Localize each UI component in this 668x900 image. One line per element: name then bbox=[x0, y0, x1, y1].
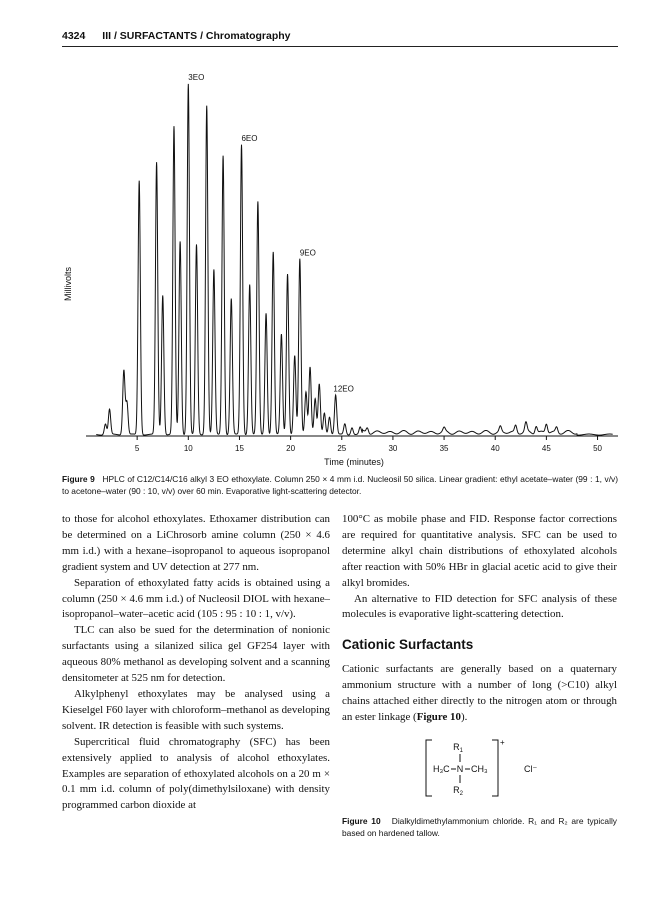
chloride-counterion: Cl⁻ bbox=[524, 764, 538, 774]
x-tick-label-30: 30 bbox=[388, 444, 398, 453]
x-tick-label-35: 35 bbox=[439, 444, 449, 453]
left-paragraph-2: Separation of ethoxylated fatty acids is obtained using a column (250 × 4.6 mm i.d.) of Nucleosil DIOL with hexane–isopropanol–water–acetic acid (105 : 95 : 10 : 1, v/v). bbox=[62, 576, 330, 621]
figure-9-caption-text: HPLC of C12/C14/C16 alkyl 3 EO ethoxylate. Column 250 × 4 mm i.d. Nucleosil 50 silica. Linear gradient: ethyl acetate–water (99 : 1, v/v) to acetone–water (90 : 10, v/v) over 60 min. Evaporative light-scattering detector. bbox=[62, 474, 619, 496]
annotation-3eo: 3EO bbox=[188, 73, 205, 83]
r1-group bbox=[453, 742, 464, 754]
methyl-right: CH₃ bbox=[471, 764, 488, 774]
section-heading-cationic-surfactants: Cationic Surfactants bbox=[342, 637, 474, 653]
annotation-9eo: 9EO bbox=[299, 248, 316, 258]
right-paragraph-3 bbox=[342, 662, 617, 726]
x-tick-label-15: 15 bbox=[235, 444, 244, 453]
r1-letter: R bbox=[453, 742, 460, 752]
para3-text-before: Cationic surfactants are generally based on a quaternary ammonium structure with a number of long (>C10) alkyl chains attached either directly to the nitrogen atom or through an ester linkage ( bbox=[342, 663, 617, 724]
figure-10-reference[interactable]: Figure 10 bbox=[416, 711, 461, 724]
right-column bbox=[342, 512, 617, 726]
running-title: III / SURFACTANTS / Chromatography bbox=[102, 30, 291, 42]
left-paragraph-3: TLC can also be sued for the determination of nonionic surfactants using a silanized silica gel GF254 layer with aqueous 80% methanol as developing solvent and a scanning densitometer at 525 nm for detection. bbox=[62, 624, 330, 685]
peak-annotations bbox=[188, 73, 354, 393]
left-paragraph-4: Alkylphenyl ethoxylates may be analysed using a Kieselgel F60 layer with chloroform–methanol as developing solvent. IR detection is feasible with such systems. bbox=[62, 687, 330, 732]
methyl-left: H₃C bbox=[433, 764, 450, 774]
header-rule bbox=[62, 46, 618, 47]
left-paragraph-5: Supercritical fluid chromatography (SFC) has been extensively applied to analysis of alcohol ethoxylates. Examples are separation of ethoxylated alcohols on a 20 m × 0.1 mm i.d. column of poly(dimethylsiloxane) with density programmed carbon dioxide at bbox=[62, 735, 330, 812]
right-paragraph-1: 100°C as mobile phase and FID. Response factor corrections are required for quantitative analysis. SFC can be used to determine alkyl chain distributions of ethoxylated alcohols after reaction with 50% HBr in glacial acetic acid to give their alkyl bromides. bbox=[342, 513, 617, 589]
r1-subscript: 1 bbox=[459, 748, 463, 754]
nitrogen: N bbox=[456, 764, 464, 774]
figure-10-label: Figure 10 bbox=[342, 816, 381, 826]
quaternary-ammonium-structure bbox=[420, 738, 610, 810]
x-tick-label-50: 50 bbox=[593, 444, 602, 453]
figure-10-caption-text: Dialkyldimethylammonium chloride. R₁ and R₂ are typically based on hardened tallow. bbox=[342, 816, 617, 838]
figure-9-label: Figure 9 bbox=[62, 474, 95, 484]
charge-plus: + bbox=[500, 738, 505, 747]
annotation-12eo: 12EO bbox=[333, 384, 354, 394]
y-axis-label: Millivolts bbox=[63, 266, 73, 302]
r2-letter: R bbox=[453, 785, 460, 795]
x-tick-label-10: 10 bbox=[183, 444, 193, 453]
right-bracket bbox=[492, 740, 498, 796]
x-axis-label: Time (minutes) bbox=[324, 457, 384, 467]
x-tick-label-25: 25 bbox=[337, 444, 347, 453]
left-bracket bbox=[426, 740, 432, 796]
chromatogram-trace bbox=[96, 84, 612, 435]
page-number: 4324 bbox=[62, 30, 86, 42]
hplc-chromatogram bbox=[40, 60, 620, 472]
r2-group bbox=[453, 785, 464, 797]
figure-10-caption bbox=[342, 815, 617, 839]
right-paragraph-2: An alternative to FID detection for SFC analysis of these molecules is evaporative light-scattering detection. bbox=[342, 592, 617, 621]
annotation-6eo: 6EO bbox=[241, 134, 258, 144]
running-header bbox=[62, 30, 291, 42]
x-tick-label-5: 5 bbox=[134, 444, 140, 453]
para3-text-after: ). bbox=[460, 711, 468, 724]
left-paragraph-1: to those for alcohol ethoxylates. Ethoxamer distribution can be determined on a LiChrosorb amine column (250 × 4.6 mm i.d.) with a hexane–isopropanol to aqueous isopropanol gradient system and UV detection at 277 nm. bbox=[62, 513, 330, 573]
r2-subscript: 2 bbox=[459, 791, 463, 797]
x-tick-label-40: 40 bbox=[490, 444, 500, 453]
x-tick-label-20: 20 bbox=[286, 444, 296, 453]
left-column bbox=[62, 512, 330, 814]
x-tick-label-45: 45 bbox=[541, 444, 551, 453]
x-ticks bbox=[135, 436, 603, 453]
figure-9-caption bbox=[62, 473, 618, 497]
